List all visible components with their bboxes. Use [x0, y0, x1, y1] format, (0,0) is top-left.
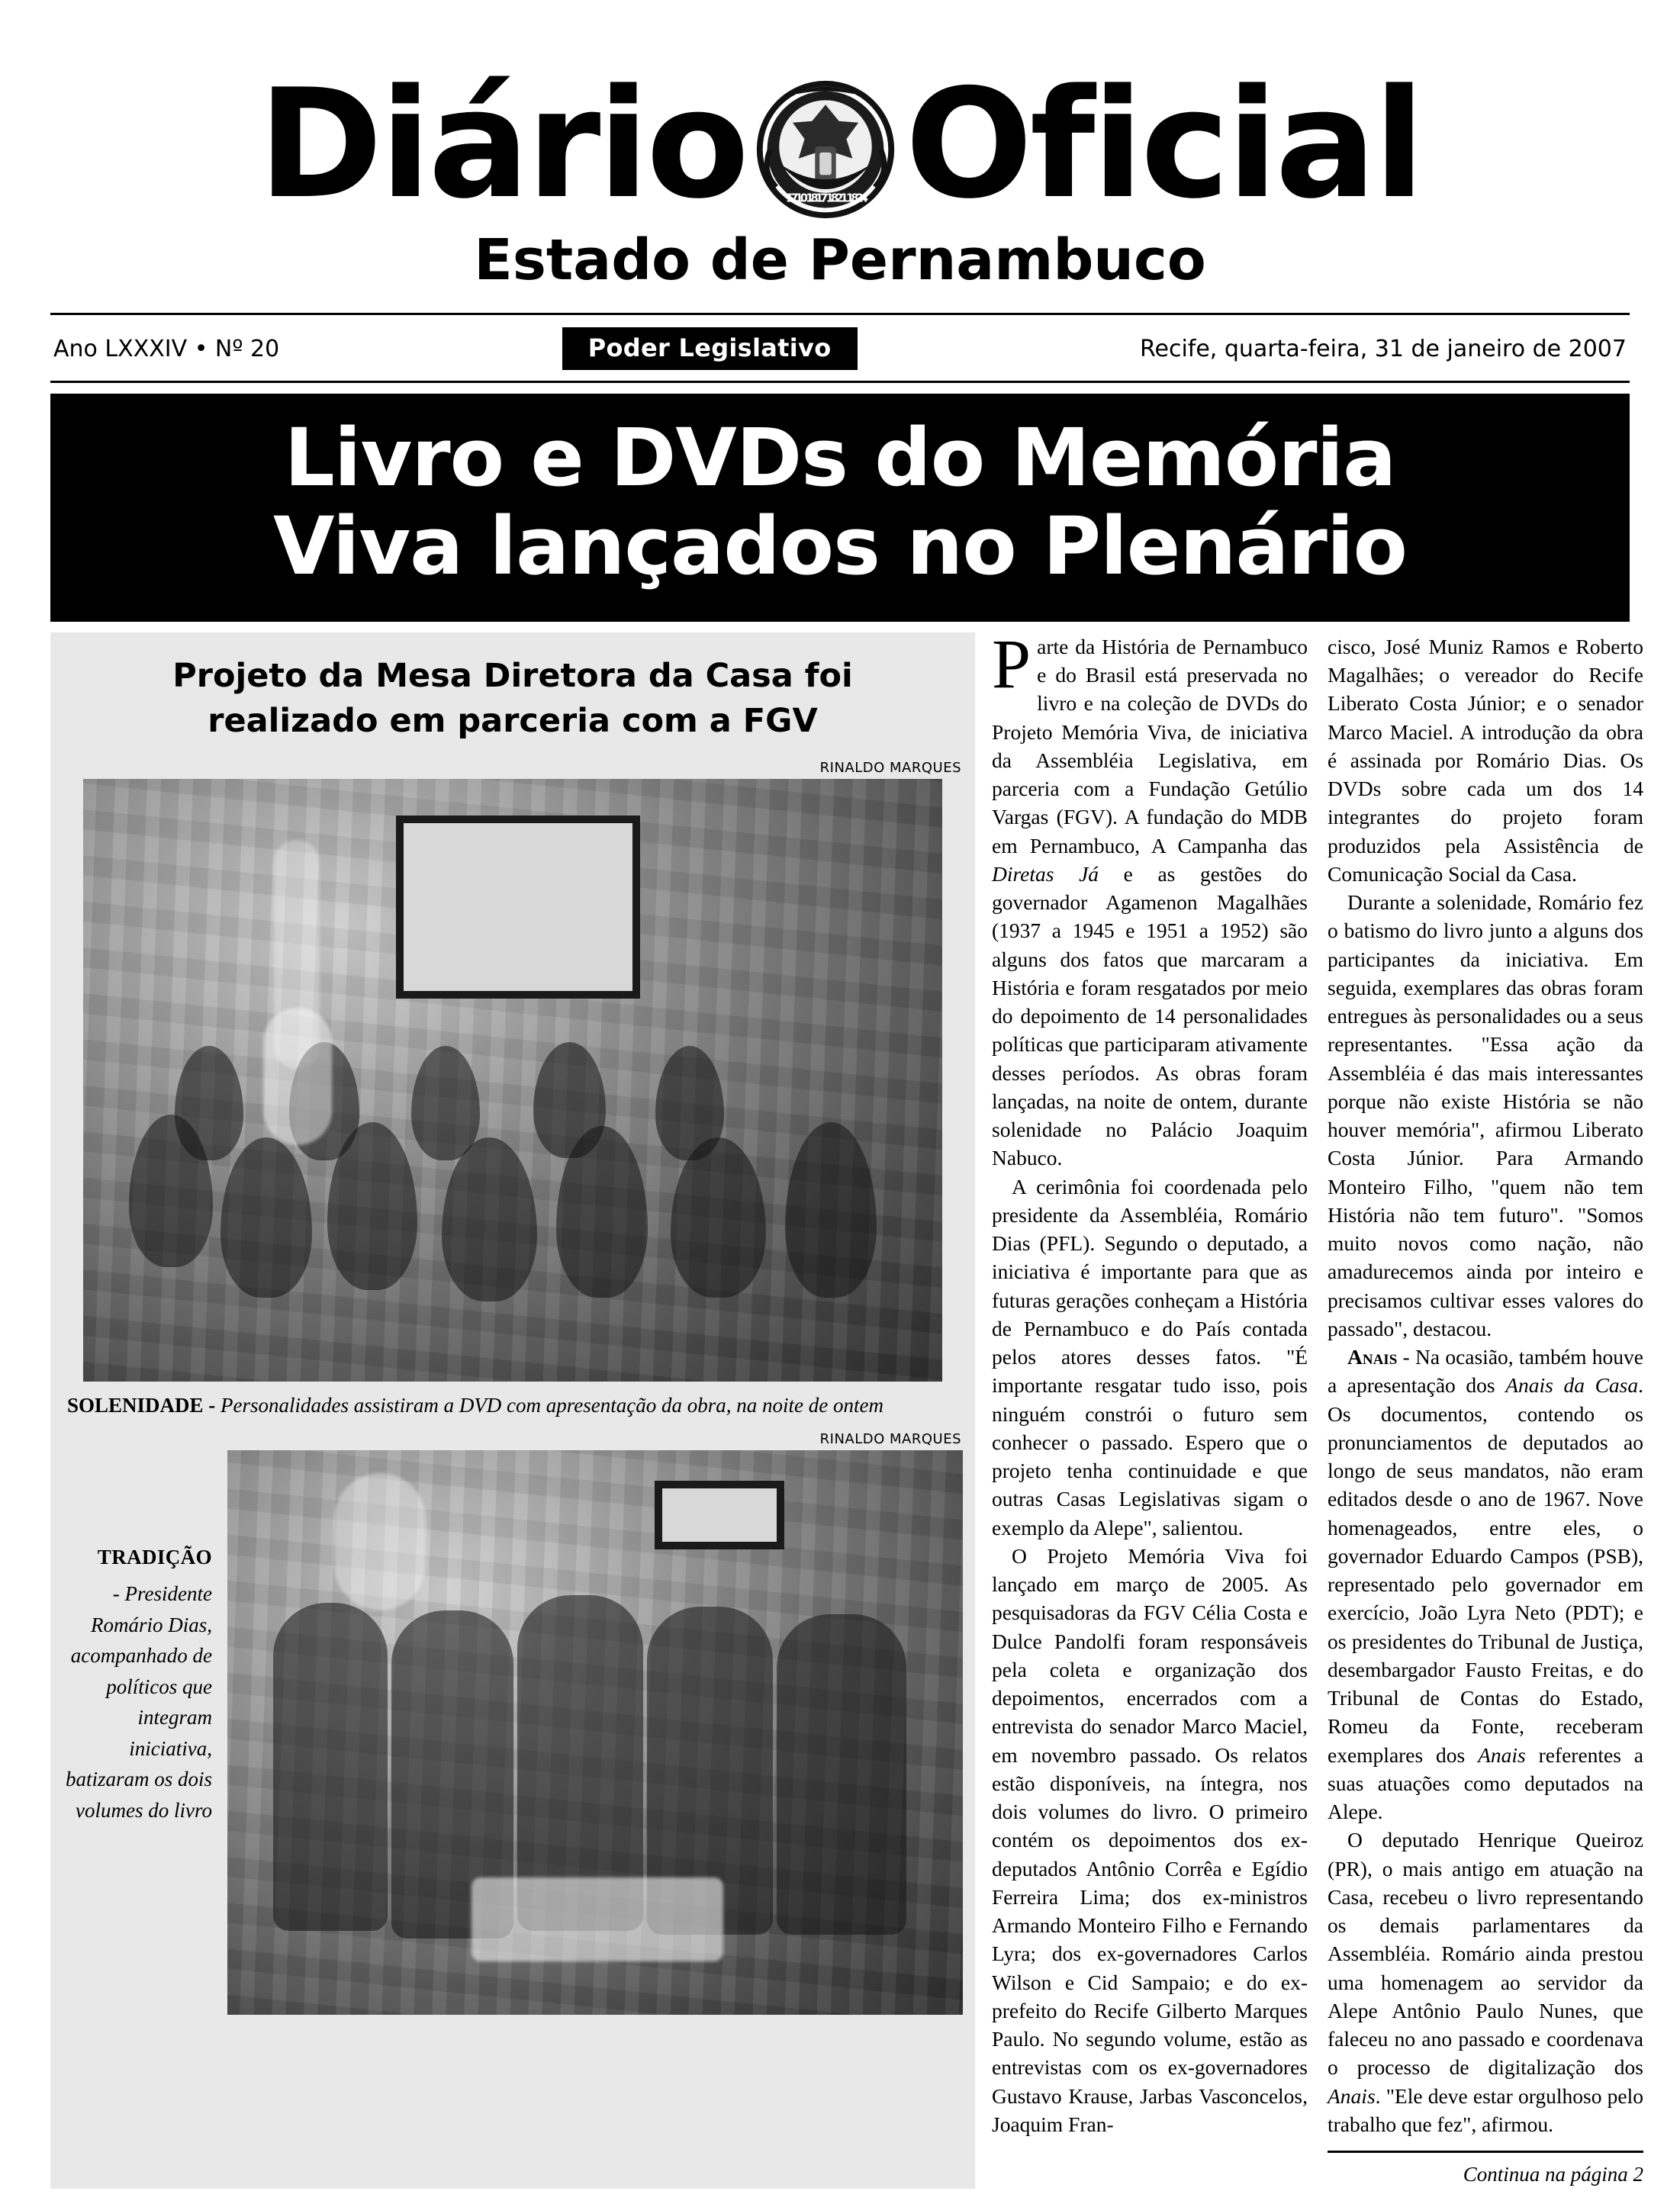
issue-date: Recife, quarta-feira, 31 de janeiro de 2007	[1140, 335, 1627, 362]
photo-credit-1: RINALDO MARQUES	[819, 759, 961, 776]
paragraph-2: A cerimônia foi coordenada pelo presidente da Assembléia, Romário Dias (PFL). Segundo o deputado, a iniciativa é importante para que as futuras gerações conheçam a História de Pernambuco e do País contada pelos atores desses fatos. "É importante resgatar tudo isso, pois ninguém constrói o futuro sem conhecer o passado. Espero que o projeto tenha continuidade e que outras Casas Legislativas sigam o exemplo da Alepe", salientou.	[992, 1174, 1308, 1539]
masthead-title	[50, 57, 1630, 233]
section-badge: Poder Legislativo	[562, 327, 858, 370]
masthead	[50, 0, 1630, 293]
continuation-note: Continua na página 2	[1463, 2163, 1643, 2186]
paragraph-1-part-a: arte da História de Pernambuco e do Brasil está preservada no livro e na coleção de DVDs do Projeto Memória Viva, de iniciativa da Assembléia Legislativa, em parceria com a Fundação Getúlio Vargas (FGV). A fundação do MDB em Pernambuco, A Campanha das	[992, 634, 1308, 857]
paragraph-6-italic-2: Anais	[1478, 1742, 1526, 1767]
paragraph-7-italic: Anais	[1328, 2083, 1376, 2108]
paragraph-1-italic: Diretas Já	[992, 861, 1099, 886]
left-photo-column	[50, 632, 975, 2189]
photo-caption-1	[63, 1382, 963, 1431]
paragraph-6-part-c: referentes a suas atuações como deputados na Alepe.	[1328, 1742, 1643, 1824]
paragraph-1	[992, 624, 1308, 1173]
paragraph-7	[1328, 1826, 1643, 2138]
caption-text-1: Personalidades assistiram a DVD com apresentação da obra, na noite de ontem	[220, 1393, 883, 1417]
paragraph-6-italic-1: Anais da Casa	[1505, 1373, 1639, 1398]
continuation-divider	[1328, 2151, 1643, 2189]
headline-line-2: Viva lançados no Plenário	[273, 500, 1407, 594]
text-column-2	[1328, 632, 1643, 2189]
masthead-word-oficial: Oficial	[905, 57, 1422, 233]
masthead-subtitle: Estado de Pernambuco	[474, 227, 1206, 293]
paragraph-6-part-a: - Na ocasião, também houve a apresentação dos	[1328, 1345, 1643, 1398]
paragraph-6	[1328, 1343, 1643, 1826]
masthead-divider-bottom	[50, 381, 1630, 383]
paragraph-5: Durante a solenidade, Romário fez o batismo do livro junto a alguns dos participantes da iniciativa. Em seguida, exemplares das obras foram entregues às personalidades ou a seus representantes. "Essa ação da Assembléia é das mais interessantes porque não existe História se não houver memória", afirmou Liberato Costa Júnior. Para Armando Monteiro Filho, "quem não tem História não tem futuro". "Somos muito novos como nação, não amadurecemos ainda por inteiro e precisamos cultivar esses valores do passado", destacou.	[1328, 890, 1643, 1340]
headline-line-1: Livro e DVDs do Memória	[284, 411, 1396, 504]
text-column-1	[992, 624, 1308, 2189]
masthead-word-diario: Diário	[258, 57, 747, 233]
caption-text-2: - Presidente Romário Dias, acompanhado de políticos que integram iniciativa, batizaram os dois volumes do livro	[65, 1582, 212, 1822]
subheadline-line-2: realizado em parceria com a FGV	[208, 702, 818, 741]
paragraph-7-part-a: O deputado Henrique Queiroz (PR), o mais antigo em atuação na Casa, recebeu o livro representando os demais parlamentares da Assembléia. Romário ainda prestou uma homenagem ao servidor da Alepe Antônio Paulo Nunes, que faleceu no ano passado e coordenava o processo de digitalização dos	[1328, 1828, 1643, 2080]
article-subheadline	[63, 646, 963, 760]
lower-photo-block	[63, 1450, 963, 2015]
pernambuco-state-crest-icon	[751, 75, 900, 224]
paragraph-1-part-b: e as gestões do governador Agamenon Magalhães (1937 a 1945 e 1951 a 1952) são alguns dos fatos que marcaram a História e foram resgatados por meio do depoimento de 14 personalidades políticas que participaram ativamente desses períodos. As obras foram lançadas, na noite de ontem, durante solenidade no Palácio Joaquim Nabuco.	[992, 861, 1308, 1170]
headline-banner	[50, 394, 1630, 622]
drop-cap: P	[992, 624, 1031, 703]
caption-label-2: TRADIÇÃO	[97, 1545, 212, 1568]
photo-credit-2: RINALDO MARQUES	[819, 1430, 961, 1447]
caption-label-1: SOLENIDADE -	[67, 1393, 221, 1417]
issue-year-number: Ano LXXXIV • Nº 20	[53, 335, 280, 362]
paragraph-6-smallcaps-label: Anais	[1347, 1345, 1398, 1369]
paragraph-4: cisco, José Muniz Ramos e Roberto Magalhães; o vereador do Recife Liberato Costa Júnior; e o senador Marco Maciel. A introdução da obra é assinada por Romário Dias. Os DVDs sobre cada um dos 14 integrantes do projeto foram produzidos pela Assistência de Comunicação Social da Casa.	[1328, 634, 1643, 886]
right-text-columns	[992, 624, 1643, 2189]
issue-infobar	[50, 315, 1630, 381]
subheadline-line-1: Projeto da Mesa Diretora da Casa foi	[172, 656, 853, 695]
photo-solenidade	[83, 779, 942, 1382]
photo-tradicao	[227, 1450, 963, 2015]
svg-text:1710 1817 1821 1824: 1710 1817 1821 1824	[786, 191, 866, 205]
paragraph-7-part-b: . "Ele deve estar orgulhoso pelo trabalho que fez", afirmou.	[1328, 2083, 1643, 2136]
paragraph-3: O Projeto Memória Viva foi lançado em março de 2005. As pesquisadoras da FGV Célia Costa e Dulce Pandolfi foram responsáveis pela coleta e organização dos depoimentos, encerrados com a entrevista do senador Marco Maciel, em novembro passado. Os relatos estão disponíveis, na íntegra, nos dois volumes do livro. O primeiro contém os depoimentos dos ex-deputados Antônio Corrêa e Egídio Ferreira Lima; dos ex-ministros Armando Monteiro Filho e Fernando Lyra; dos ex-governadores Carlos Wilson e Cid Sampaio; e do ex-prefeito do Recife Gilberto Marques Paulo. No segundo volume, estão as entrevistas com os ex-governadores Gustavo Krause, Jarbas Vasconcelos, Joaquim Fran-	[992, 1543, 1308, 2136]
paragraph-6-part-b: . Os documentos, contendo os pronunciamentos de deputados ao longo de seus mandatos, não eram editados desde o ano de 1967. Nove homenageados, entre eles, o governador Eduardo Campos (PSB), representado pelo governador em exercício, João Lyra Neto (PDT); e os presidentes do Tribunal de Justiça, desembargador Fausto Freitas, e do Tribunal de Contas do Estado, Romeu da Fonte, receberam exemplares dos	[1328, 1373, 1643, 1767]
article-body	[50, 624, 1643, 2189]
photo-caption-2	[63, 1450, 217, 1826]
